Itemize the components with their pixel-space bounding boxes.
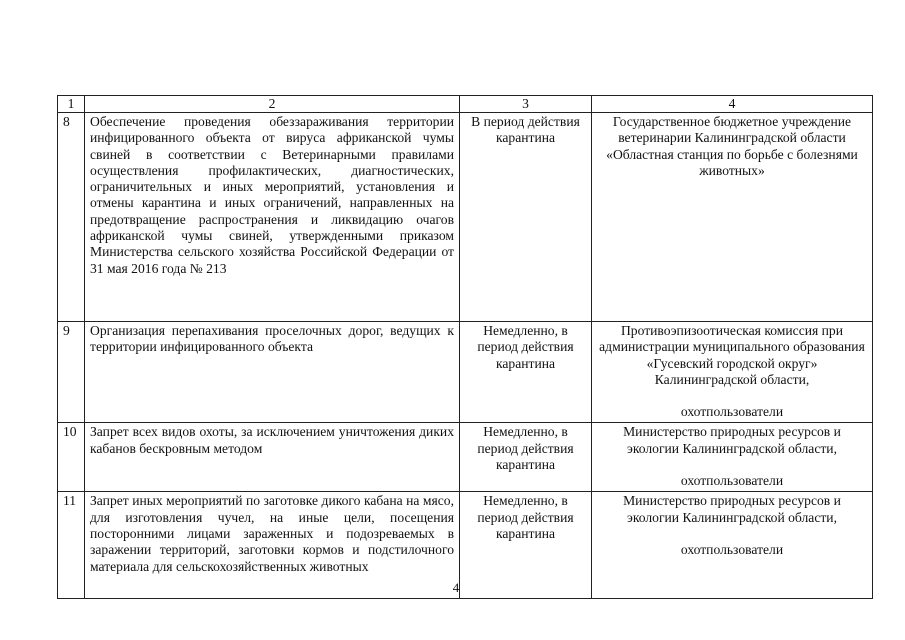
responsible-text: Противоэпизоотическая комиссия при администрации муниципального образования «Гусевский городской округ» Калининградской области, [599,323,865,387]
term-cell: Немедленно, в период действия карантина [460,322,592,423]
measure-cell: Организация перепахивания проселочных дорог, ведущих к территории инфицированного объекта [85,322,460,423]
responsible-hunters: охотпользователи [680,473,784,489]
measure-cell: Запрет всех видов охоты, за исключением уничтожения диких кабанов бескровным методом [85,423,460,492]
table-header-row [58,96,873,113]
table-row [58,113,873,322]
responsible-hunters: охотпользователи [680,404,784,420]
measure-cell: Обеспечение проведения обеззараживания территории инфицированного объекта от вируса африканской чумы свиней в соответствии с Ветеринарными правилами осуществления профилактических, диагностических, ограничительных и иных мероприятий, установления и отмены карантина и иных ограничений, направленных на предотвращение распространения и ликвидацию очагов африканской чумы свиней, утвержденными приказом Министерства сельского хозяйства Российской Федерации от 31 мая 2016 года № 213 [85,113,460,322]
page-number: 4 [452,580,460,595]
responsible-text: Министерство природных ресурсов и экологии Калининградской области, [623,493,841,525]
responsible-text: Государственное бюджетное учреждение ветеринарии Калининградской области «Областная станция по борьбе с болезнями животных» [606,114,858,178]
column-number-2: 2 [85,96,460,113]
term-cell: Немедленно, в период действия карантина [460,492,592,599]
column-number-3: 3 [460,96,592,113]
column-number-1: 1 [58,96,85,113]
responsible-text: Министерство природных ресурсов и экологии Калининградской области, [623,424,841,456]
table-row [58,423,873,492]
responsible-cell [592,492,873,599]
row-number: 11 [58,492,85,599]
term-cell: Немедленно, в период действия карантина [460,423,592,492]
table-row [58,322,873,423]
column-number-4: 4 [592,96,873,113]
row-number: 10 [58,423,85,492]
measures-table [57,95,873,599]
row-number: 9 [58,322,85,423]
measure-cell: Запрет иных мероприятий по заготовке дикого кабана на мясо, для изготовления чучел, на иные цели, посещения посторонними лицами зараженных и подозреваемых в заражении территорий, заготовки кормов и подстилочного материала для сельскохозяйственных животных [85,492,460,599]
responsible-cell [592,322,873,423]
responsible-hunters: охотпользователи [680,541,784,557]
row-number: 8 [58,113,85,322]
term-cell: В период действия карантина [460,113,592,322]
responsible-cell [592,113,873,322]
responsible-cell [592,423,873,492]
